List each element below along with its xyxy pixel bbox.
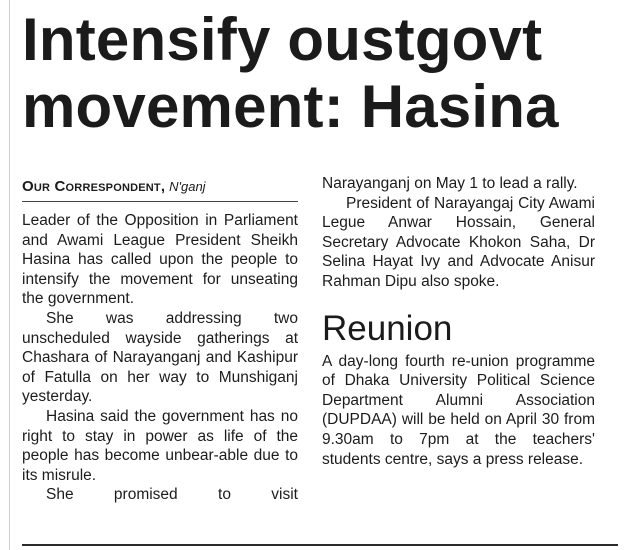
- byline-place: N'ganj: [169, 179, 206, 194]
- bottom-divider: [22, 544, 618, 546]
- headline-line-1: Intensify oustgovt: [22, 6, 543, 73]
- article-paragraph: President of Narayangaj City Awami Legue Anwar Hossain, General Secretary Advocate Khokon Saha, Dr Selina Hayat Ivy and Advocate Anisur Rahman Dipu also spoke.: [322, 194, 595, 290]
- article-paragraph: Leader of the Opposition in Parliament and Awami League President Sheikh Hasina has called upon the people to intensify the movement for unseating the government.: [22, 212, 298, 308]
- article-column-right: [322, 174, 595, 469]
- reunion-subhead: Reunion: [322, 308, 453, 348]
- article-paragraph: She promised to visit: [46, 486, 298, 504]
- article-paragraph-continued: Narayanganj on May 1 to lead a rally.: [322, 175, 578, 192]
- byline: [22, 176, 298, 202]
- article-paragraph: Hasina said the government has no right to stay in power as life of the people has become unbear-able due to its misrule.: [22, 407, 298, 484]
- column-divider-left: [9, 0, 10, 550]
- reunion-paragraph: A day-long fourth re-union programme of Dhaka University Political Science Department Alumni Association (DUPDAA) will be held on April 30 from 9.30am to 7pm at the teachers' students centre, says a press release.: [322, 352, 595, 468]
- article-paragraph: She was addressing two unscheduled wayside gatherings at Chashara of Narayanganj and Kashipur of Fatulla on her way to Munshiganj yesterday.: [22, 309, 298, 406]
- article-headline: [22, 6, 618, 140]
- article-column-left: [22, 176, 298, 505]
- byline-author: Our Correspondent,: [22, 178, 166, 195]
- headline-line-2: movement: Hasina: [22, 73, 559, 140]
